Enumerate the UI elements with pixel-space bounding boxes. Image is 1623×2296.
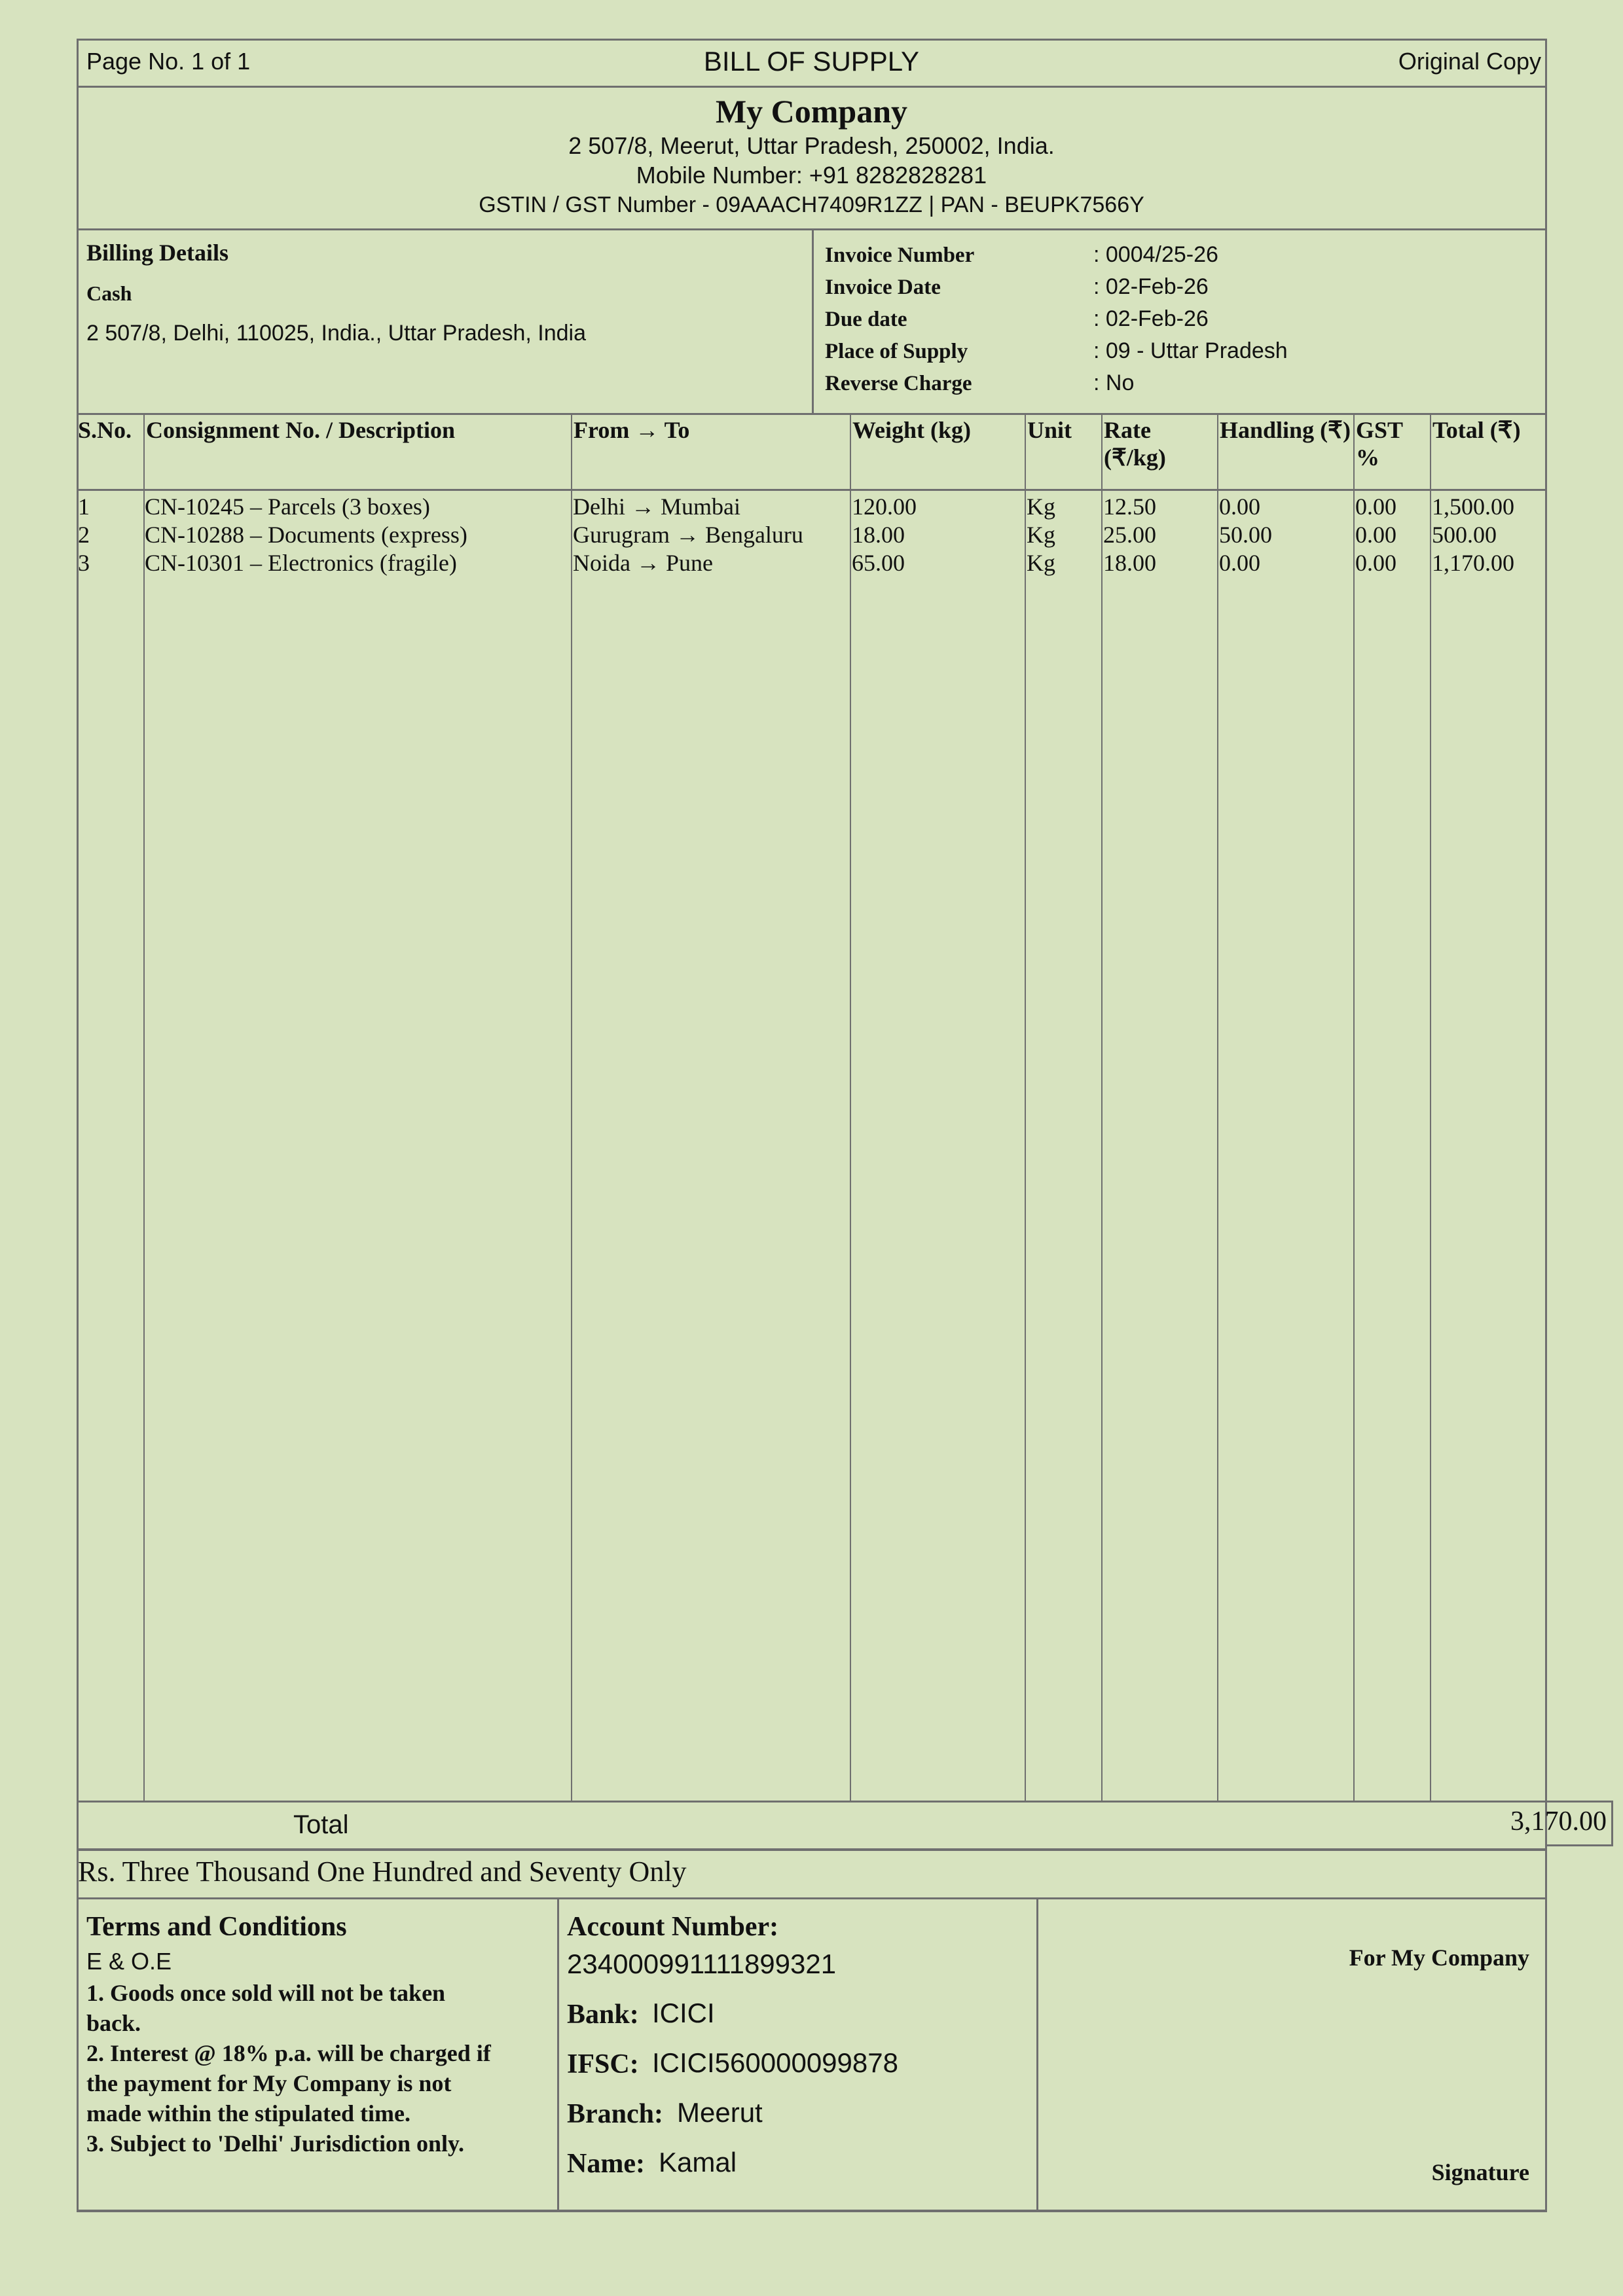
col-weight: Weight (kg) bbox=[852, 417, 972, 443]
cell-sno: 2 bbox=[78, 522, 90, 548]
cell-rate: 12.50 bbox=[1103, 493, 1156, 520]
company-mobile: Mobile Number: +91 8282828281 bbox=[636, 162, 987, 188]
billing-address: 2 507/8, Delhi, 110025, India., Uttar Pradesh, India bbox=[86, 321, 586, 346]
place-of-supply-value: : 09 - Uttar Pradesh bbox=[1093, 338, 1288, 363]
cell-sno: 3 bbox=[78, 550, 90, 576]
cell-route: Delhi → Mumbai bbox=[573, 493, 740, 520]
col-unit: Unit bbox=[1027, 417, 1072, 443]
company-address: 2 507/8, Meerut, Uttar Pradesh, 250002, India. bbox=[568, 132, 1055, 159]
account-number-label: Account Number: bbox=[567, 1912, 779, 1942]
billing-name: Cash bbox=[86, 281, 132, 305]
cell-gst: 0.00 bbox=[1355, 550, 1396, 576]
invoice-date-value: : 02-Feb-26 bbox=[1093, 274, 1209, 299]
cell-description: CN-10288 – Documents (express) bbox=[145, 522, 467, 548]
due-date-label: Due date bbox=[825, 308, 907, 331]
ifsc-value: ICICI560000099878 bbox=[652, 2047, 898, 2078]
terms-line: 2. Interest @ 18% p.a. will be charged if bbox=[86, 2040, 491, 2066]
table-row bbox=[0, 523, 1623, 552]
company-name: My Company bbox=[715, 93, 908, 130]
cell-rate: 25.00 bbox=[1103, 522, 1156, 548]
terms-line: the payment for My Company is not bbox=[86, 2070, 452, 2096]
terms-eoe: E & O.E bbox=[86, 1948, 172, 1975]
reverse-charge-value: : No bbox=[1093, 370, 1135, 395]
cell-gst: 0.00 bbox=[1355, 493, 1396, 520]
terms-line: made within the stipulated time. bbox=[86, 2100, 410, 2126]
signature-label: Signature bbox=[1431, 2159, 1529, 2185]
page-number: Page No. 1 of 1 bbox=[86, 48, 251, 75]
company-gst-pan: GSTIN / GST Number - 09AAACH7409R1ZZ | PAN - BEUPK7566Y bbox=[479, 192, 1144, 217]
cell-weight: 65.00 bbox=[852, 550, 905, 576]
account-number-value: 234000991111899321 bbox=[567, 1948, 837, 1979]
terms-line: 1. Goods once sold will not be taken bbox=[86, 1980, 446, 2006]
cell-sno: 1 bbox=[78, 493, 90, 520]
due-date-value: : 02-Feb-26 bbox=[1093, 306, 1209, 331]
col-route: From → To bbox=[574, 417, 690, 443]
cell-weight: 120.00 bbox=[852, 493, 917, 520]
terms-heading: Terms and Conditions bbox=[86, 1912, 347, 1942]
copy-type: Original Copy bbox=[1398, 48, 1541, 75]
table-row bbox=[0, 495, 1623, 524]
col-handling: Handling (₹) bbox=[1220, 417, 1351, 443]
cell-total: 500.00 bbox=[1432, 522, 1497, 548]
cell-total: 1,500.00 bbox=[1432, 493, 1514, 520]
col-sno: S.No. bbox=[78, 417, 132, 443]
table-row bbox=[0, 551, 1623, 580]
bank-name-label: Bank: bbox=[567, 2000, 639, 2030]
invoice-number-label: Invoice Number bbox=[825, 243, 975, 267]
document-title: BILL OF SUPPLY bbox=[703, 46, 920, 77]
total-label: Total bbox=[293, 1810, 349, 1839]
amount-in-words: Rs. Three Thousand One Hundred and Seventy Only bbox=[78, 1856, 687, 1888]
cell-handling: 50.00 bbox=[1219, 522, 1272, 548]
cell-handling: 0.00 bbox=[1219, 493, 1260, 520]
cell-unit: Kg bbox=[1027, 550, 1055, 576]
branch-label: Branch: bbox=[567, 2099, 663, 2129]
for-company: For My Company bbox=[1349, 1945, 1529, 1971]
col-gst-percent: % bbox=[1356, 444, 1379, 471]
invoice-number-value: : 0004/25-26 bbox=[1093, 242, 1218, 267]
total-value: 3,170.00 bbox=[1510, 1806, 1607, 1837]
bank-name-value: ICICI bbox=[652, 1998, 715, 2028]
cell-unit: Kg bbox=[1027, 522, 1055, 548]
account-holder-value: Kamal bbox=[659, 2147, 737, 2178]
cell-description: CN-10245 – Parcels (3 boxes) bbox=[145, 493, 430, 520]
account-holder-label: Name: bbox=[567, 2149, 645, 2179]
cell-handling: 0.00 bbox=[1219, 550, 1260, 576]
cell-rate: 18.00 bbox=[1103, 550, 1156, 576]
reverse-charge-label: Reverse Charge bbox=[825, 372, 972, 395]
terms-line: back. bbox=[86, 2010, 141, 2036]
col-gst: GST bbox=[1356, 417, 1404, 443]
cell-route: Gurugram → Bengaluru bbox=[573, 522, 803, 548]
cell-total: 1,170.00 bbox=[1432, 550, 1514, 576]
col-rate: Rate bbox=[1104, 417, 1151, 443]
col-total: Total (₹) bbox=[1432, 417, 1521, 443]
cell-route: Noida → Pune bbox=[573, 550, 713, 576]
cell-description: CN-10301 – Electronics (fragile) bbox=[145, 550, 457, 576]
place-of-supply-label: Place of Supply bbox=[825, 340, 968, 363]
cell-weight: 18.00 bbox=[852, 522, 905, 548]
cell-unit: Kg bbox=[1027, 493, 1055, 520]
invoice-date-label: Invoice Date bbox=[825, 276, 941, 299]
branch-value: Meerut bbox=[677, 2097, 763, 2128]
billing-heading: Billing Details bbox=[86, 240, 229, 266]
col-rate-unit: (₹/kg) bbox=[1104, 444, 1166, 471]
terms-line: 3. Subject to 'Delhi' Jurisdiction only. bbox=[86, 2130, 465, 2157]
ifsc-label: IFSC: bbox=[567, 2049, 639, 2079]
col-description: Consignment No. / Description bbox=[146, 417, 456, 443]
cell-gst: 0.00 bbox=[1355, 522, 1396, 548]
